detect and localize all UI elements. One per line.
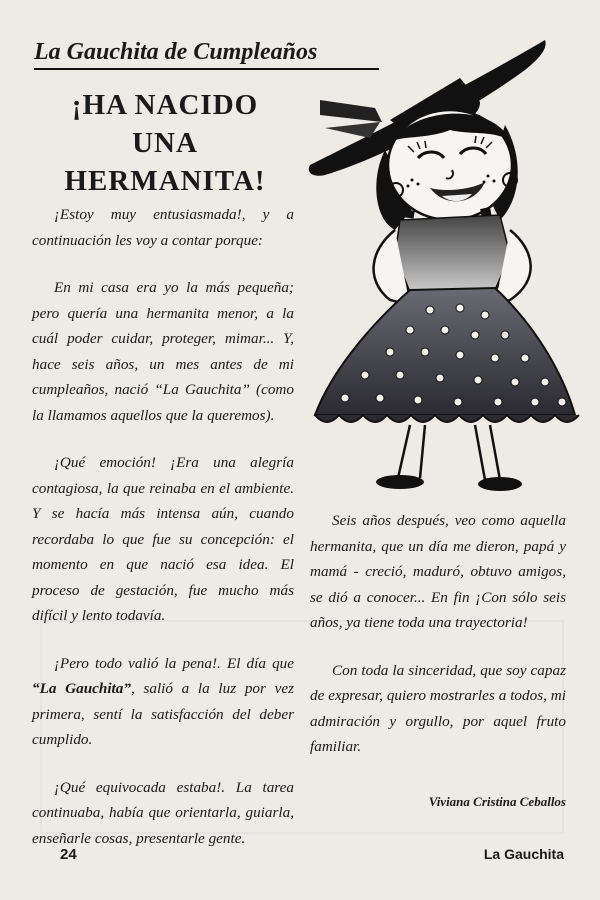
left-column [32,202,294,873]
paragraph: En mi casa era yo la más pequeña; pero quería una hermanita menor, a la cuál poder cuidar, proteger, mimar... Y, hace seis años, un mes antes de mi cumpleaños, nació “La Gauchita” (como la llamamos aquellos que la queremos). [32,279,294,424]
paragraph: ¡Estoy muy entusiasmada!, y a continuación les voy a contar porque: [32,206,294,249]
right-column [310,508,566,782]
headline [30,86,300,200]
paragraph [32,651,294,753]
section-title: La Gauchita de Cumpleaños [34,38,379,70]
gauchita-illustration [300,30,590,500]
paragraph: Seis años después, veo como aquella hermanita, que un día me dieron, papá y mamá - creció, maduró, obtuvo amigos, se dió a conocer... En fin ¡Con sólo seis años, ya tiene toda una trayectoria! [310,512,566,631]
paragraph: Con toda la sinceridad, que soy capaz de expresar, quiero mostrarles a todos, mi admiración y orgullo, por aquel fruto familiar. [310,661,566,755]
page-number: 24 [60,846,77,863]
paragraph: ¡Qué emoción! ¡Era una alegría contagiosa, la que reinaba en el ambiente. Y se hacía más intensa aún, cuando recordaba lo que fue su concepción: el momento en que nació esa idea. El proceso de gestación, fue mucho más difícil y lento todavía. [32,454,294,624]
paragraph-part: ¡Pero todo valió la pena!. El día que [54,654,294,672]
author-signature: Viviana Cristina Ceballos [428,794,566,809]
paragraph: ¡Qué equivocada estaba!. La tarea continuaba, había que orientarla, guiarla, enseñarle cosas, presentarle gente. [32,778,294,847]
paragraph-part: , salió a la luz por vez primera, sentí la satisfacción del deber cumplido. [32,680,294,748]
footer-magazine-name: La Gauchita [483,846,564,862]
magazine-name-emphasis: “La Gauchita” [32,680,131,697]
headline-line-2: UNA [132,127,198,159]
headline-line-1: ¡HA NACIDO [71,89,259,121]
headline-line-3: HERMANITA! [64,165,266,197]
